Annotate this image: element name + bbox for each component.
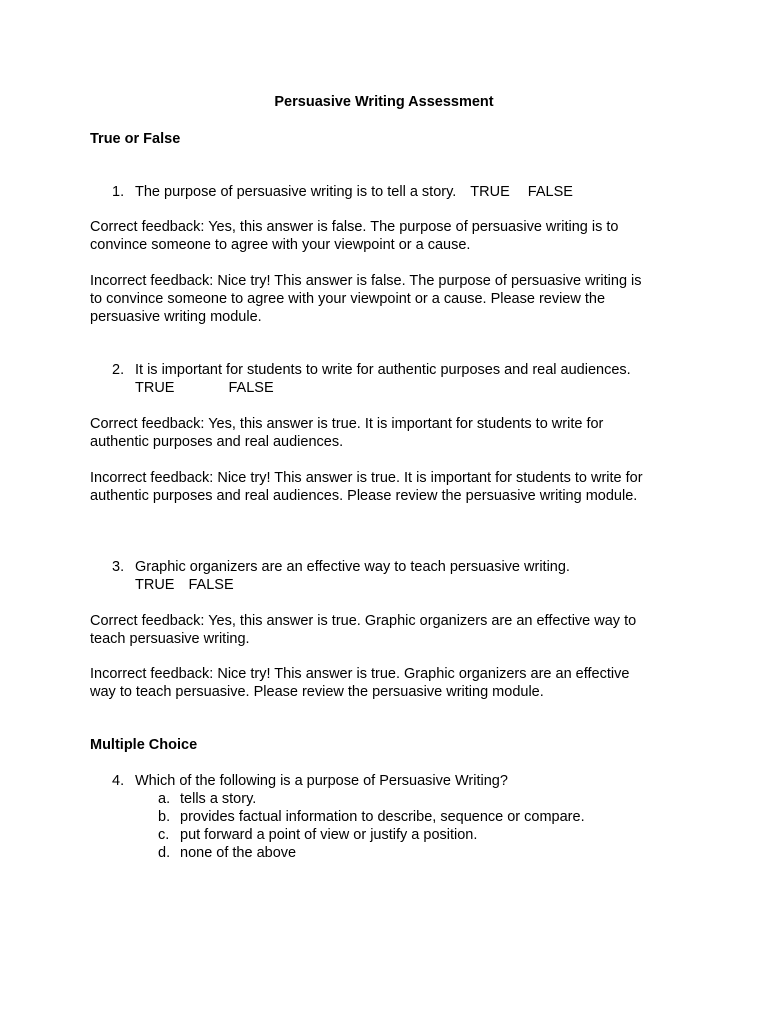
feedback-line: Incorrect feedback: Nice try! This answer is false. The purpose of persuasive writing is [90,273,642,289]
feedback-line: persuasive writing module. [90,309,262,325]
feedback-line: Incorrect feedback: Nice try! This answer is true. Graphic organizers are an effective [90,666,630,682]
option-text: tells a story. [180,791,257,807]
option-d [158,844,296,862]
question-text: It is important for students to write for authentic purposes and real audiences. [135,362,631,378]
question-1 [112,183,573,201]
question-text: Graphic organizers are an effective way to teach persuasive writing. [135,559,570,575]
question-2-answers [135,379,274,397]
question-2 [112,361,631,379]
correct-feedback-3 [90,612,680,648]
feedback-line: teach persuasive writing. [90,631,250,647]
page-title: Persuasive Writing Assessment [274,94,494,110]
feedback-line: authentic purposes and real audiences. Please review the persuasive writing module. [90,488,638,504]
feedback-line: Correct feedback: Yes, this answer is false. The purpose of persuasive writing is to [90,219,619,235]
option-letter: c. [158,827,170,843]
question-number: 1. [112,184,125,200]
incorrect-feedback-1 [90,272,680,326]
feedback-line: to convince someone to agree with your viewpoint or a cause. Please review the [90,291,606,307]
feedback-line: way to teach persuasive. Please review the persuasive writing module. [90,684,544,700]
correct-feedback-1 [90,218,680,254]
question-3-answers [135,576,234,594]
feedback-line: convince someone to agree with your viewpoint or a cause. [90,237,471,253]
question-number: 4. [112,773,125,789]
option-a [158,790,256,808]
option-text: put forward a point of view or justify a position. [180,827,478,843]
feedback-line: authentic purposes and real audiences. [90,434,344,450]
question-number: 3. [112,559,125,575]
false-option: FALSE [228,380,274,396]
false-option: FALSE [188,577,234,593]
option-text: provides factual information to describe, sequence or compare. [180,809,585,825]
option-letter: b. [158,809,171,825]
true-option: TRUE [470,184,510,200]
question-number: 2. [112,362,125,378]
true-option: TRUE [135,577,175,593]
option-b [158,808,585,826]
option-letter: a. [158,791,171,807]
question-3 [112,558,570,576]
true-option: TRUE [135,380,175,396]
false-option: FALSE [527,184,573,200]
question-text: Which of the following is a purpose of Persuasive Writing? [135,773,508,789]
question-4 [112,772,508,790]
incorrect-feedback-2 [90,469,680,505]
section-heading-multiple-choice: Multiple Choice [90,737,198,753]
incorrect-feedback-3 [90,665,680,701]
feedback-line: Correct feedback: Yes, this answer is true. It is important for students to write for [90,416,604,432]
option-c [158,826,477,844]
option-letter: d. [158,845,171,861]
section-heading-true-false: True or False [90,131,181,147]
correct-feedback-2 [90,415,680,451]
feedback-line: Incorrect feedback: Nice try! This answer is true. It is important for students to write for [90,470,643,486]
option-text: none of the above [180,845,297,861]
feedback-line: Correct feedback: Yes, this answer is true. Graphic organizers are an effective way to [90,613,637,629]
question-text: The purpose of persuasive writing is to tell a story. [135,184,457,200]
